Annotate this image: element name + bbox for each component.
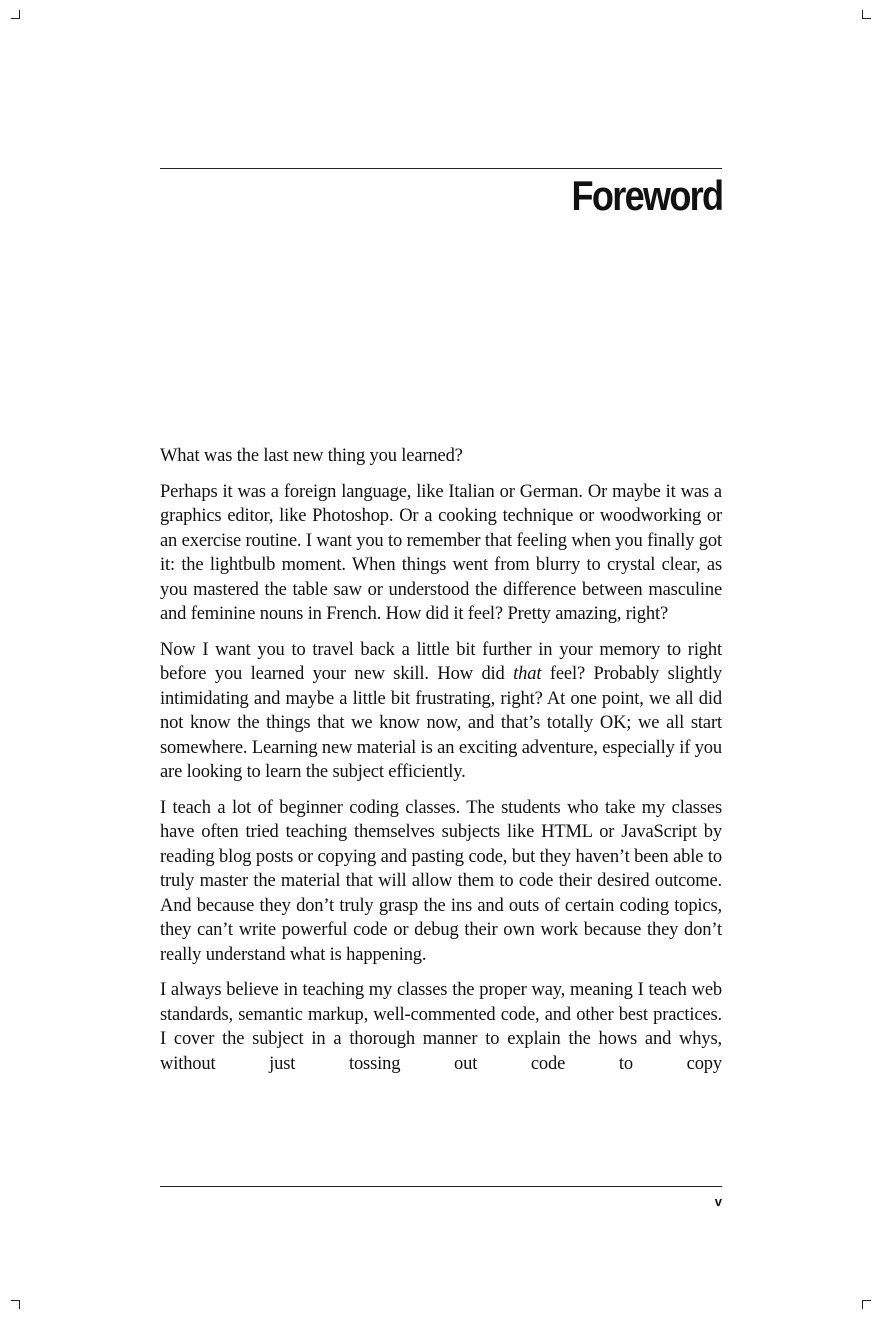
crop-mark-bottom-left — [11, 1300, 20, 1309]
paragraph-3-emphasis: that — [513, 664, 542, 684]
crop-mark-bottom-right — [862, 1300, 871, 1309]
body-text — [160, 444, 722, 1087]
paragraph-2: Perhaps it was a foreign language, like Italian or German. Or maybe it was a graphics editor, like Photoshop. Or a cooking technique or woodworking or an exercise routine. I want you to remember that feeling when you finally got it: the lightbulb moment. When things went from blurry to crystal clear, as you mastered the table saw or understood the difference between masculine and feminine nouns in French. How did it feel? Pretty amazing, right? — [160, 481, 722, 624]
paragraph-1: What was the last new thing you learned? — [160, 446, 463, 466]
footer-rule — [160, 1186, 722, 1187]
page-number: v — [714, 1194, 722, 1209]
paragraph-4: I teach a lot of beginner coding classes. The students who take my classes have often tried teaching themselves subjects like HTML or JavaScript by reading blog posts or copying and pasting code, but they haven’t been able to truly master the material that will allow them to code their desired outcome. And because they don’t truly grasp the ins and outs of certain coding topics, they can’t write powerful code or debug their own work because they don’t really understand what is happening. — [160, 797, 722, 965]
crop-mark-top-right — [862, 10, 871, 19]
paragraph-3-after: feel? Probably slightly intimidating and maybe a little bit frustrating, right? At one point, we all did not know the things that we know now, and that’s totally OK; we all start somewhere. Learning new material is an exciting adventure, especially if you are looking to learn the subject efficiently. — [160, 664, 722, 782]
paragraph-5: I always believe in teaching my classes the proper way, meaning I teach web standards, semantic markup, well-commented code, and other best practices. I cover the subject in a thorough manner to explain the hows and whys, without just tossing out code to copy — [160, 980, 722, 1074]
crop-mark-top-left — [11, 10, 20, 19]
paragraph-3-before: Now I want you to travel back a little bit further in your memory to right before you learned your new skill. How did — [160, 639, 722, 684]
paragraph-3 — [160, 638, 722, 785]
chapter-title: Foreword — [571, 172, 722, 219]
